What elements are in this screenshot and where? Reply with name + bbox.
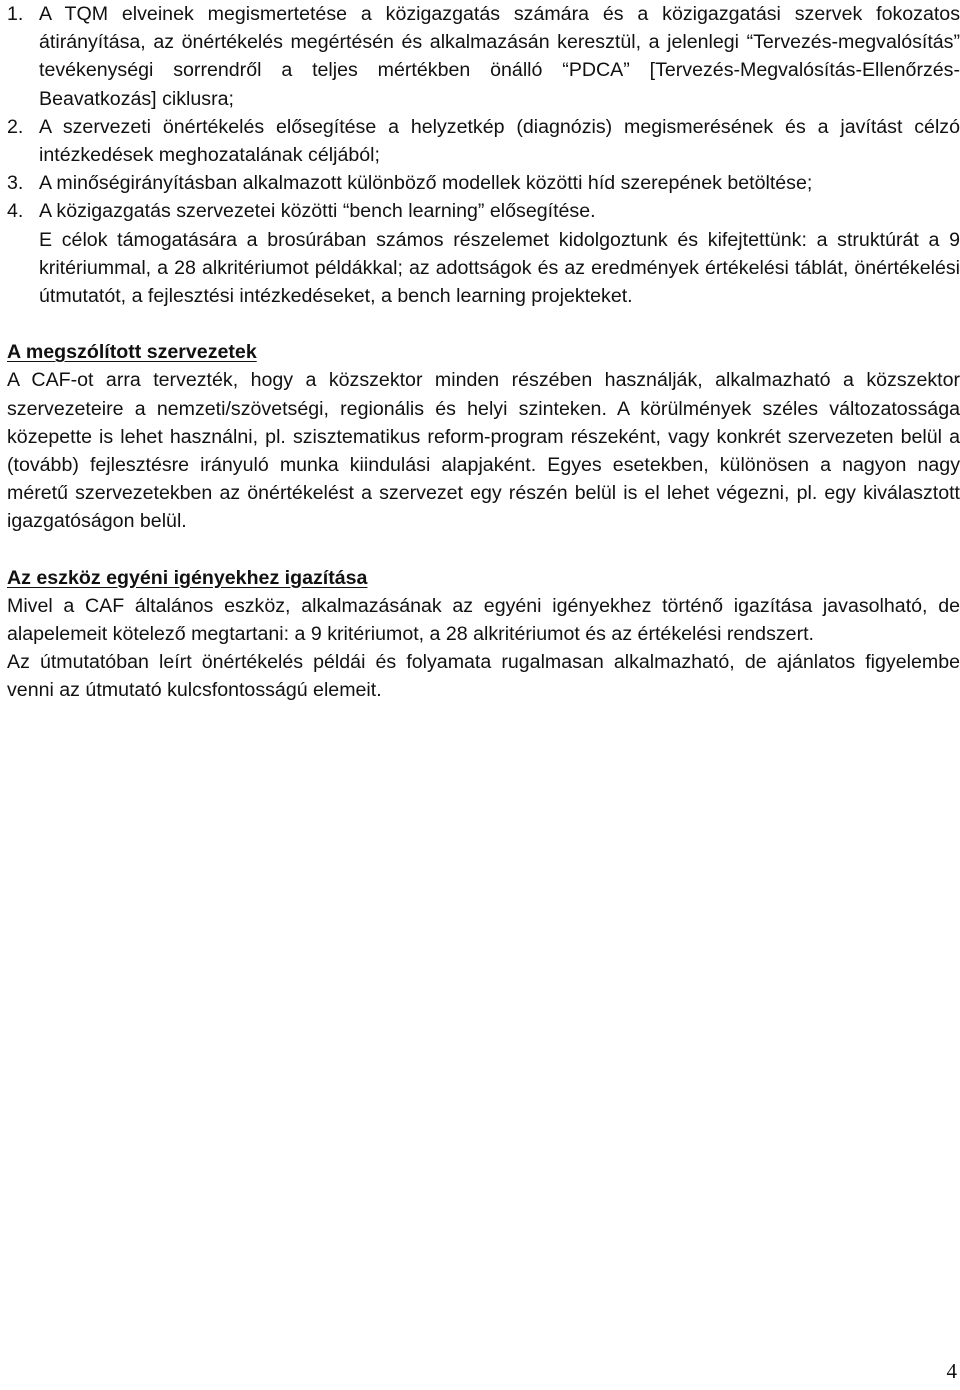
list-item-text: A TQM elveinek megismertetése a közigazgatás számára és a közigazgatási szervek fokozatos átirányítása, az önértékelés megértésén és alkalmazásán keresztül, a jelenlegi “Tervezés-megvalósítás” tevékenységi sorrendről a teljes mértékben önálló “PDCA” [Tervezés-Megvalósítás-Ellenőrzés-Beavatkozás] ciklusra; (39, 3, 960, 110)
section-heading-target-organisations: A megszólított szervezetek (7, 341, 257, 364)
list-item (7, 169, 960, 197)
document-page (7, 0, 960, 705)
list-item-number: 1. (7, 3, 24, 25)
list-item (7, 113, 960, 169)
list-item-text: A szervezeti önértékelés elősegítése a helyzetkép (diagnózis) megismerésének és a javítást célzó intézkedések meghozatalának céljából; (39, 115, 960, 167)
list-item-text: A minőségirányításban alkalmazott különböző modellek közötti híd szerepének betöltése; (39, 172, 813, 195)
list-item (7, 197, 960, 225)
list-item-number: 4. (7, 200, 24, 223)
list-item-number: 2. (7, 115, 24, 138)
list-item-text: A közigazgatás szervezetei közötti “bench learning” elősegítése. (39, 200, 596, 223)
page-number: 4 (946, 1359, 957, 1383)
adaptation-paragraph-2: Az útmutatóban leírt önértékelés példái és folyamata rugalmasan alkalmazható, de ajánlatos figyelembe venni az útmutató kulcsfontosságú elemeit. (7, 651, 960, 702)
adaptation-paragraph-1: Mivel a CAF általános eszköz, alkalmazásának az egyéni igényekhez történő igazítása javasolható, de alapelemeit kötelező megtartani: a 9 kritériumot, a 28 alkritériumot és az értékelési rendszert. (7, 594, 960, 646)
section-heading-adaptation: Az eszköz egyéni igényekhez igazítása (7, 566, 368, 589)
target-organisations-paragraph: A CAF-ot arra tervezték, hogy a közszektor minden részében használják, alkalmazható a közszektor szervezeteire a nemzeti/szövetségi, regionális és helyi szinteken. A körülmények széles változatossága közepette is lehet használni, pl. szisztematikus reform-program részeként, vagy konkrét szervezeten belül a (tovább) fejlesztésre irányuló munka kiindulási alapjaként. Egyes esetekben, különösen a nagyon nagy méretű szervezetekben az önértékelést a szervezet egy részén belül is el lehet végezni, pl. egy kiválasztott igazgatóságon belül. (7, 369, 960, 533)
objectives-followup-paragraph: E célok támogatására a brosúrában számos részelemet kidolgoztunk és kifejtettünk: a struktúrát a 9 kritériummal, a 28 alkritériumot példákkal; az adottságok és az eredmények értékelési táblát, önértékelési útmutatót, a fejlesztési intézkedéseket, a bench learning projekteket. (39, 228, 960, 308)
list-item-number: 3. (7, 172, 24, 195)
objectives-list (7, 0, 960, 226)
list-item (7, 0, 960, 113)
